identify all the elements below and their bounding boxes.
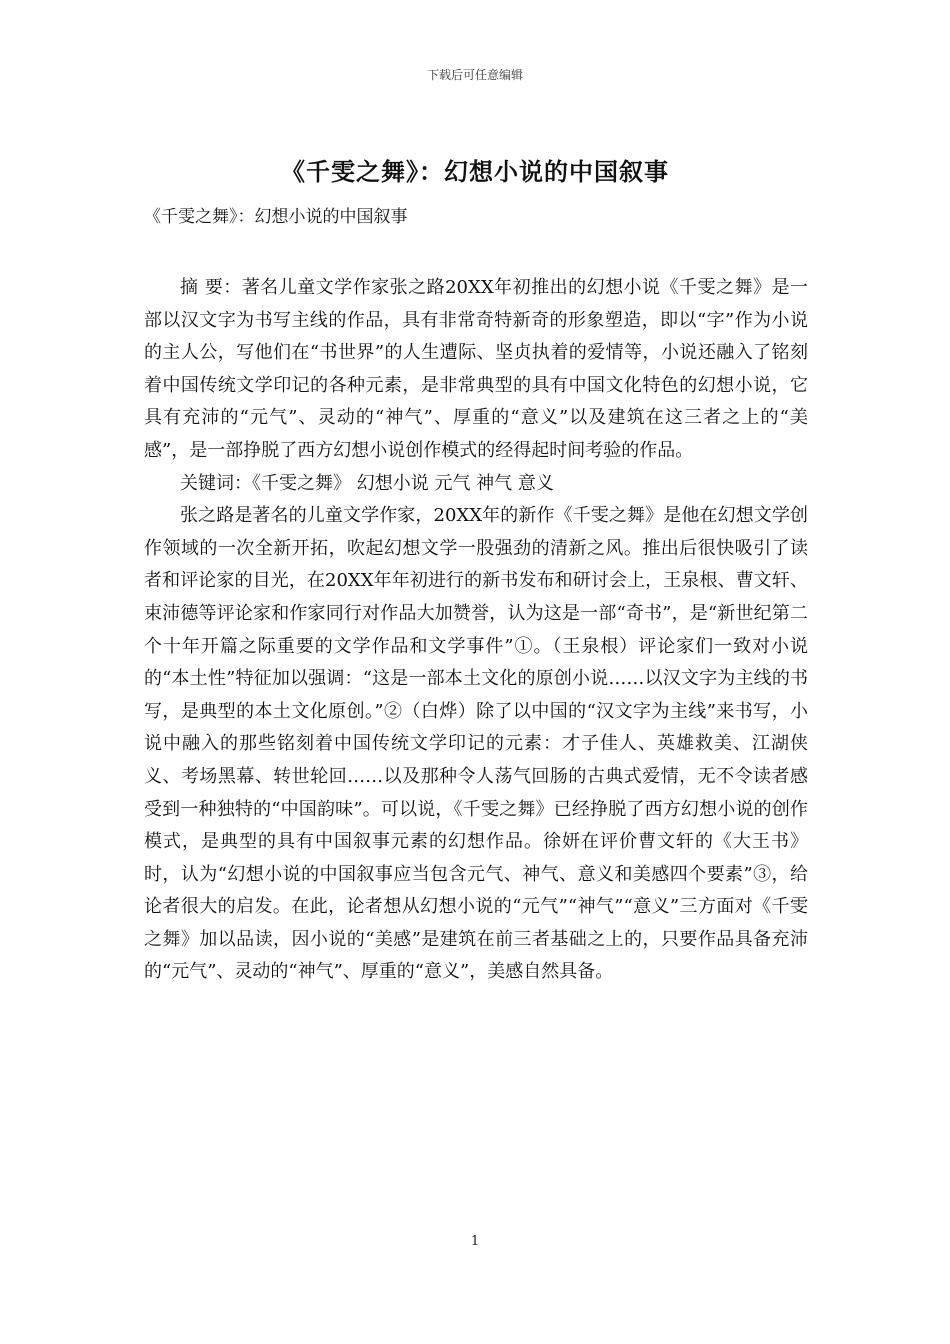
keywords-paragraph: 关键词：《千雯之舞》 幻想小说 元气 神气 意义 [180, 472, 554, 494]
document-subtitle: 《千雯之舞》：幻想小说的中国叙事 [144, 207, 408, 227]
abstract-paragraph: 摘 要：著名儿童文学作家张之路20XX年初推出的幻想小说《千雯之舞》是一部以汉文字为书写主线的作品，具有非常奇特新奇的形象塑造，即以“字”作为小说的主人公，写他们在“书世界”的人生遭际、坚贞执着的爱情等，小说还融入了铭刻着中国传统文学印记的各种元素，是非常典型的具有中国文化特色的幻想小说，它具有充沛的“元气”、灵动的“神气”、厚重的“意义”以及建筑在这三者之上的“美感”，是一部挣脱了西方幻想小说创作模式的经得起时间考验的作品。 [144, 277, 808, 461]
body-paragraph: 张之路是著名的儿童文学作家，20XX年的新作《千雯之舞》是他在幻想文学创作领域的一次全新开拓，吹起幻想文学一股强劲的清新之风。推出后很快吸引了读者和评论家的目光，在20XX年年初进行的新书发布和研讨会上，王泉根、曹文轩、束沛德等评论家和作家同行对作品大加赞誉，认为这是一部“奇书”，是“新世纪第二个十年开篇之际重要的文学作品和文学事件”①。（王泉根）评论家们一致对小说的“本土性”特征加以强调：“这是一部本土文化的原创小说……以汉文字为主线的书写，是典型的本土文化原创。”②（白烨）除了以中国的“汉文字为主线”来书写，小说中融入的那些铭刻着中国传统文学印记的元素：才子佳人、英雄救美、江湖侠义、考场黑幕、转世轮回……以及那种令人荡气回肠的古典式爱情，无不令读者感受到一种独特的“中国韵味”。可以说，《千雯之舞》已经挣脱了西方幻想小说的创作模式，是典型的具有中国叙事元素的幻想作品。徐妍在评价曹文轩的《大王书》时，认为“幻想小说的中国叙事应当包含元气、神气、意义和美感四个要素”③，给论者很大的启发。在此，论者想从幻想小说的“元气”“神气”“意义”三方面对《千雯之舞》加以品读，因小说的“美感”是建筑在前三者基础之上的，只要作品具备充沛的“元气”、灵动的“神气”、厚重的“意义”，美感自然具备。 [144, 505, 808, 983]
document-title: 《千雯之舞》：幻想小说的中国叙事 [281, 157, 669, 186]
document-body [144, 272, 808, 989]
page-number: 1 [470, 1234, 480, 1249]
page-header-note: 下载后可任意编辑 [426, 68, 523, 82]
